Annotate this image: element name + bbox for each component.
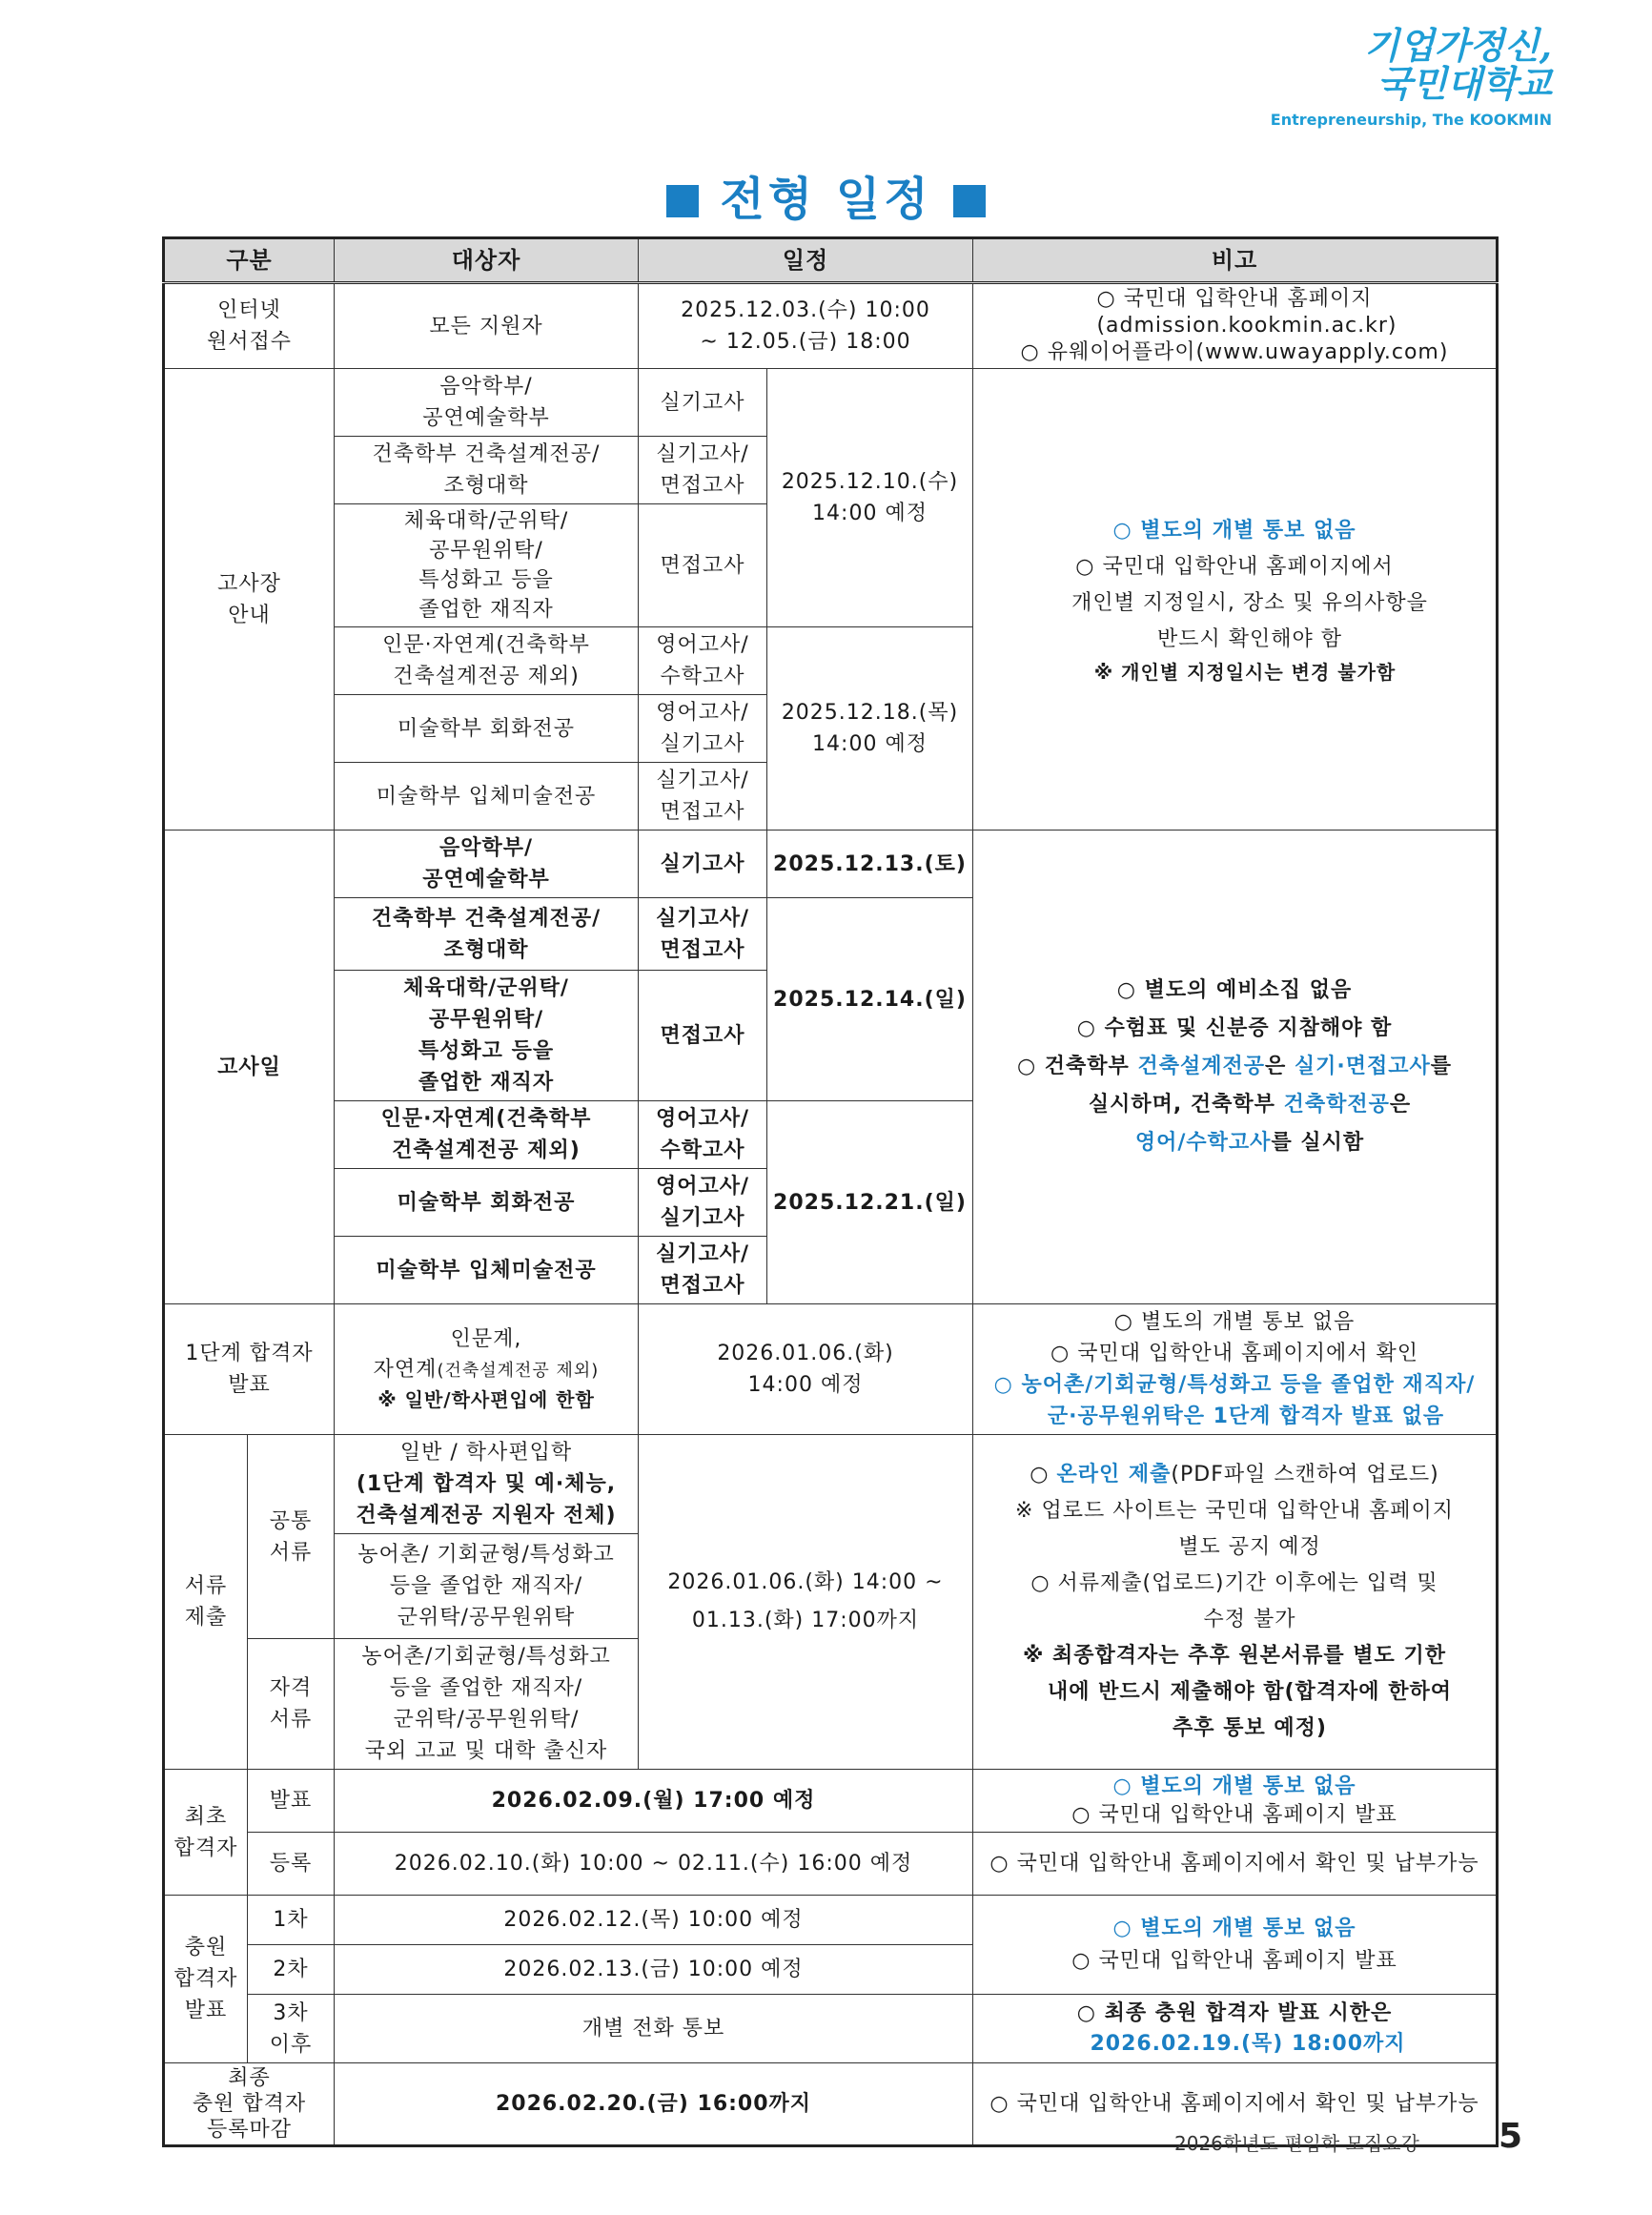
exam-line: 수학고사 <box>660 665 745 688</box>
target-line: 국외 고교 및 대학 출신자 <box>364 1739 608 1763</box>
venue-target <box>335 369 639 437</box>
docs-qual-target <box>335 1639 639 1770</box>
note-highlight: 온라인 제출 <box>1056 1463 1172 1487</box>
extra-deadline-note <box>973 1995 1498 2063</box>
note-line: 개인별 지정일시, 장소 및 유의사항을 <box>1071 590 1428 615</box>
cat-line: 안내 <box>228 603 271 627</box>
date-line: 2026.01.06.(화) <box>717 1342 894 1365</box>
note-text: 를 실시함 <box>1271 1131 1365 1155</box>
target-line: 군위탁/공무원위탁/ <box>393 1708 580 1732</box>
exam-line: 실기고사 <box>660 1206 745 1230</box>
cat-line: 고사장 <box>217 571 281 596</box>
exam-line: 수학고사 <box>660 1138 745 1162</box>
exam-type <box>639 1169 767 1237</box>
target-line: 농어촌/ 기회균형/특성화고 <box>357 1543 615 1567</box>
page-number: 5 <box>1499 2117 1523 2156</box>
lastreg-note: ○ 국민대 입학안내 홈페이지에서 확인 및 납부가능 <box>973 2063 1498 2146</box>
exam-type: 면접고사 <box>639 971 767 1101</box>
exam-note <box>973 831 1498 1304</box>
note-line: ○ 국민대 입학안내 홈페이지 <box>1096 287 1373 311</box>
target-line: 조형대학 <box>443 937 529 962</box>
target-line: 체육대학/군위탁/ <box>403 976 569 1000</box>
exam-target: 미술학부 회화전공 <box>335 1169 639 1237</box>
venue-target: 미술학부 회화전공 <box>335 695 639 763</box>
date-line: 14:00 예정 <box>812 502 928 525</box>
venue-target <box>335 504 639 627</box>
extra-note <box>973 1896 1498 1995</box>
cat-line: 최종 <box>228 2066 271 2090</box>
target-line: 군위탁/공무원위탁 <box>397 1606 576 1630</box>
date-line: 01.13.(화) 17:00까지 <box>691 1609 920 1632</box>
internet-target: 모든 지원자 <box>335 283 639 369</box>
cat-line: 3차 <box>273 2000 309 2025</box>
note-line: ○ 별도의 개별 통보 없음 <box>1112 1774 1356 1798</box>
table-row <box>164 283 1498 369</box>
target-line <box>340 1355 632 1385</box>
note-line <box>979 1457 1490 1493</box>
date-line: 2025.12.10.(수) <box>781 470 959 494</box>
note-line: ○ 별도의 예비소집 없음 <box>1116 978 1353 1002</box>
table-row <box>164 1896 1498 1945</box>
venue-note <box>973 369 1498 831</box>
cat-line: 자격 <box>269 1676 313 1700</box>
target-line: (1단계 합격자 및 예·체능, <box>356 1472 617 1496</box>
note-highlight: 실기·면접고사 <box>1294 1055 1431 1078</box>
venue-exam-type <box>639 763 767 831</box>
docs-common-target-2 <box>335 1534 639 1639</box>
table-row <box>164 1770 1498 1833</box>
exam-line: 실기고사/ <box>656 442 749 466</box>
target-line: 조형대학 <box>443 474 529 498</box>
extra-round-2-date: 2026.02.13.(금) 10:00 예정 <box>335 1945 973 1995</box>
exam-line: 면접고사 <box>660 800 745 824</box>
internet-category <box>164 283 335 369</box>
cat-line: 합격자 <box>173 1967 238 1991</box>
cat-line: 충원 합격자 <box>192 2092 307 2116</box>
note-line: ○ 국민대 입학안내 홈페이지에서 <box>1075 554 1394 579</box>
note-line <box>979 1048 1490 1086</box>
target-line: 공연예술학부 <box>422 406 550 430</box>
docs-common-target-1 <box>335 1435 639 1534</box>
exam-line: 면접고사 <box>660 937 745 962</box>
logo-script-line2: 국민대학교 <box>1377 62 1552 105</box>
venue-exam-type <box>639 627 767 695</box>
internet-date <box>639 283 973 369</box>
cat-line: 원서접수 <box>206 330 292 354</box>
header-remarks: 비고 <box>973 238 1498 283</box>
date-line: 14:00 예정 <box>747 1373 864 1397</box>
exam-type: 실기고사 <box>639 831 767 898</box>
extra-round-3-date: 개별 전화 통보 <box>335 1995 973 2063</box>
target-line: 공무원위탁/ <box>428 1008 544 1032</box>
target-line: 건축학부 건축설계전공/ <box>371 906 602 931</box>
target-line: 공무원위탁/ <box>429 539 543 563</box>
stage1-category <box>164 1304 335 1435</box>
target-line: ※ 일반/학사편입에 한함 <box>377 1388 595 1411</box>
cat-line: 합격자 <box>173 1836 238 1860</box>
lastreg-date: 2026.02.20.(금) 16:00까지 <box>335 2063 973 2146</box>
header-schedule: 일정 <box>639 238 973 283</box>
schedule-table <box>162 236 1499 2147</box>
note-line: 수정 불가 <box>1203 1608 1296 1631</box>
exam-type <box>639 898 767 971</box>
target-line: 인문계, <box>450 1327 522 1351</box>
cat-line: 최초 <box>184 1804 228 1829</box>
exam-date-3: 2025.12.21.(일) <box>767 1101 973 1304</box>
venue-category <box>164 369 335 831</box>
cat-line: 이후 <box>269 2032 313 2057</box>
note-text: ○ 건축학부 <box>1016 1055 1138 1078</box>
venue-exam-type <box>639 437 767 504</box>
exam-line: 실기고사/ <box>655 906 750 931</box>
target-line: 등을 졸업한 재직자/ <box>389 1574 583 1598</box>
cat-line: 1단계 합격자 <box>185 1342 314 1365</box>
target-line: 특성화고 등을 <box>418 568 554 592</box>
final-reg-date: 2026.02.10.(화) 10:00 ~ 02.11.(수) 16:00 예정 <box>335 1833 973 1896</box>
date-line: 2026.01.06.(화) 14:00 ~ <box>667 1570 944 1594</box>
note-text: 실시하며, 건축학부 <box>1088 1093 1284 1117</box>
exam-category: 고사일 <box>164 831 335 1304</box>
date-line: 14:00 예정 <box>812 732 928 756</box>
note-highlight: 영어/수학고사 <box>1134 1131 1272 1155</box>
docs-common-label <box>248 1435 335 1639</box>
note-text: 를 <box>1430 1055 1453 1078</box>
note-text: 은 <box>1389 1093 1412 1117</box>
venue-target <box>335 627 639 695</box>
target-line: 체육대학/군위탁/ <box>403 509 569 533</box>
target-text: 자연계 <box>373 1358 438 1382</box>
cat-line: 인터넷 <box>217 298 281 322</box>
extra-round-1-date: 2026.02.12.(목) 10:00 예정 <box>335 1896 973 1945</box>
exam-target <box>335 1101 639 1169</box>
note-text: ○ <box>1030 1463 1057 1487</box>
target-line: 건축학부 건축설계전공/ <box>372 442 601 466</box>
note-line: ○ 국민대 입학안내 홈페이지 발표 <box>1071 1802 1397 1827</box>
kookmin-logo <box>1270 24 1552 129</box>
header-target: 대상자 <box>335 238 639 283</box>
target-text: (건축설계전공 제외) <box>437 1361 600 1381</box>
target-line: 음악학부/ <box>439 375 533 399</box>
final-ann-date: 2026.02.09.(월) 17:00 예정 <box>335 1770 973 1833</box>
note-line: 추후 통보 예정) <box>1173 1716 1327 1740</box>
extra-round-1: 1차 <box>248 1896 335 1945</box>
final-category <box>164 1770 248 1896</box>
venue-date-a <box>767 369 973 627</box>
table-row <box>164 1833 1498 1896</box>
venue-exam-type: 실기고사 <box>639 369 767 437</box>
target-line: 특성화고 등을 <box>418 1039 555 1063</box>
docs-category <box>164 1435 248 1770</box>
internet-note <box>973 283 1498 369</box>
exam-target <box>335 831 639 898</box>
date-line: ~ 12.05.(금) 18:00 <box>700 330 911 354</box>
note-line: ○ 서류제출(업로드)기간 이후에는 입력 및 <box>1030 1571 1438 1595</box>
note-highlight: 건축학전공 <box>1283 1093 1390 1117</box>
note-line: 내에 반드시 제출해야 함(합격자에 한하여 <box>1048 1680 1452 1704</box>
exam-line: 면접고사 <box>660 474 745 498</box>
cat-line: 발표 <box>228 1373 271 1397</box>
venue-exam-type <box>639 695 767 763</box>
table-header-row <box>164 238 1498 283</box>
exam-target: 미술학부 입체미술전공 <box>335 1237 639 1304</box>
final-reg-note: ○ 국민대 입학안내 홈페이지에서 확인 및 납부가능 <box>973 1833 1498 1896</box>
target-line: 인문·자연계(건축학부 <box>382 633 590 657</box>
note-highlight: 건축설계전공 <box>1137 1055 1265 1078</box>
header-category: 구분 <box>164 238 335 283</box>
note-line: ※ 개인별 지정일시는 변경 불가함 <box>1093 660 1397 684</box>
exam-line: 실기고사/ <box>655 1242 750 1266</box>
date-line: 2025.12.03.(수) 10:00 <box>681 298 930 322</box>
stage1-note <box>973 1304 1498 1435</box>
date-line: 2025.12.18.(목) <box>781 701 959 725</box>
page-title-text: 전형 일정 <box>720 173 932 226</box>
target-line: 졸업한 재직자 <box>418 598 554 622</box>
table-row <box>164 1304 1498 1435</box>
note-text: (PDF파일 스캔하여 업로드) <box>1171 1463 1439 1487</box>
exam-type <box>639 1237 767 1304</box>
note-line: ○ 수험표 및 신분증 지참해야 함 <box>1076 1016 1393 1040</box>
logo-script <box>1271 24 1552 105</box>
target-line: 일반 / 학사편입학 <box>399 1441 573 1465</box>
square-bullet-icon <box>666 185 699 217</box>
target-line: 건축설계전공 제외) <box>392 1138 581 1162</box>
note-line: ○ 별도의 개별 통보 없음 <box>1113 1310 1356 1334</box>
extra-round-2: 2차 <box>248 1945 335 1995</box>
note-line: 반드시 확인해야 함 <box>1156 626 1342 651</box>
exam-line: 면접고사 <box>660 1274 745 1298</box>
final-ann-note <box>973 1770 1498 1833</box>
cat-line: 제출 <box>184 1606 228 1630</box>
exam-line: 실기고사 <box>660 732 745 756</box>
page-title <box>0 162 1652 228</box>
venue-exam-type: 면접고사 <box>639 504 767 627</box>
note-line <box>979 1124 1490 1162</box>
square-bullet-icon <box>953 185 986 217</box>
exam-date-1: 2025.12.13.(토) <box>767 831 973 898</box>
exam-date-2: 2025.12.14.(일) <box>767 898 973 1101</box>
target-line: 등을 졸업한 재직자/ <box>389 1676 583 1700</box>
target-line: 인문·자연계(건축학부 <box>380 1107 592 1131</box>
note-line: ○ 국민대 입학안내 홈페이지에서 확인 <box>1050 1342 1418 1365</box>
table-row <box>164 369 1498 437</box>
cat-line: 등록마감 <box>206 2118 292 2142</box>
final-reg-label: 등록 <box>248 1833 335 1896</box>
venue-target <box>335 437 639 504</box>
target-line: 건축설계전공 지원자 전체) <box>356 1504 617 1528</box>
table-row <box>164 831 1498 898</box>
target-line: 음악학부/ <box>438 836 534 860</box>
admission-link[interactable]: (admission.kookmin.ac.kr) <box>1096 314 1397 338</box>
lastreg-category <box>164 2063 335 2146</box>
footer-text: 2026학년도 편입학 모집요강 <box>1174 2132 1419 2155</box>
target-line: 졸업한 재직자 <box>418 1071 555 1095</box>
cat-line: 발표 <box>184 1999 228 2022</box>
venue-date-b <box>767 627 973 831</box>
extra-round-3 <box>248 1995 335 2063</box>
table-row <box>164 1995 1498 2063</box>
exam-target <box>335 971 639 1101</box>
logo-script-line1: 기업가정신, <box>1364 24 1552 67</box>
exam-type <box>639 1101 767 1169</box>
cat-line: 충원 <box>184 1936 228 1959</box>
cat-line: 서류 <box>269 1540 313 1565</box>
note-line: ※ 최종합격자는 추후 원본서류를 별도 기한 <box>1023 1644 1446 1668</box>
note-line: ○ 농어촌/기회균형/특성화고 등을 졸업한 재직자/ <box>993 1373 1476 1397</box>
cat-line: 서류 <box>269 1708 313 1732</box>
note-line: ○ 최종 충원 합격자 발표 시한은 <box>1076 2000 1393 2025</box>
target-line: 건축설계전공 제외) <box>393 665 580 688</box>
note-line: ○ 별도의 개별 통보 없음 <box>1112 518 1356 543</box>
table-row <box>164 1435 1498 1534</box>
note-text: 은 <box>1264 1055 1295 1078</box>
final-ann-label: 발표 <box>248 1770 335 1833</box>
docs-note <box>973 1435 1498 1770</box>
extra-category <box>164 1896 248 2063</box>
uwayapply-link[interactable]: ○ 유웨이어플라이(www.uwayapply.com) <box>1020 340 1449 364</box>
note-line: 2026.02.19.(목) 18:00까지 <box>1090 2031 1406 2056</box>
cat-line: 서류 <box>184 1574 228 1598</box>
logo-tagline: Entrepreneurship, The KOOKMIN <box>1270 111 1552 129</box>
stage1-date <box>639 1304 973 1435</box>
docs-qual-label <box>248 1639 335 1770</box>
exam-line: 영어고사/ <box>655 1175 750 1199</box>
exam-line: 영어고사/ <box>655 1107 750 1131</box>
note-line: 군·공무원위탁은 1단계 합격자 발표 없음 <box>1047 1405 1445 1428</box>
note-line <box>979 1086 1490 1124</box>
docs-date <box>639 1435 973 1770</box>
exam-line: 영어고사/ <box>656 701 749 725</box>
exam-line: 영어고사/ <box>656 633 749 657</box>
cat-line: 공통 <box>269 1508 313 1533</box>
venue-target: 미술학부 입체미술전공 <box>335 763 639 831</box>
target-line: 농어촌/기회균형/특성화고 <box>361 1645 611 1669</box>
exam-target <box>335 898 639 971</box>
note-line: ○ 국민대 입학안내 홈페이지 발표 <box>1071 1948 1397 1973</box>
exam-line: 실기고사/ <box>656 769 749 792</box>
target-line: 공연예술학부 <box>422 868 550 892</box>
note-line: ※ 업로드 사이트는 국민대 입학안내 홈페이지 <box>1015 1499 1454 1523</box>
note-line: ○ 별도의 개별 통보 없음 <box>1112 1916 1356 1940</box>
stage1-target <box>335 1304 639 1435</box>
note-line: 별도 공지 예정 <box>1178 1535 1321 1559</box>
